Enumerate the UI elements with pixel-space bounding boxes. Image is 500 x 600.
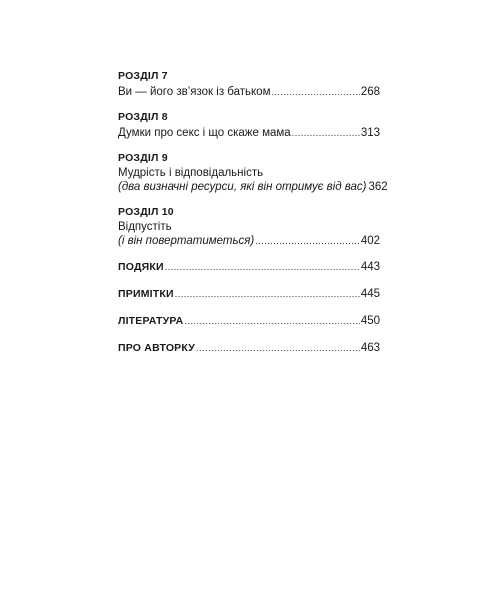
dot-leader [175,287,360,301]
entry-subtitle: (два визначні ресурси, які він отримує від вас) [118,181,367,193]
page-number: 362 [368,181,388,193]
toc-entry [118,314,380,328]
entry-title: ПРО АВТОРКУ [118,342,195,354]
toc-about-author [118,341,380,355]
entry-title-line: Відпустіть [118,221,172,233]
toc-entry [118,85,380,99]
dot-leader [292,126,360,140]
toc-entry [118,180,388,194]
toc-entry [118,260,380,274]
toc-chapter-9 [118,152,388,194]
entry-title: Ви — його зв’язок із батьком [118,86,271,98]
page-number: 268 [360,86,380,98]
page-number: 445 [360,288,380,300]
chapter-heading: РОЗДІЛ 10 [118,206,174,218]
entry-title: ЛІТЕРАТУРА [118,315,184,327]
toc-chapter-8 [118,111,380,140]
toc-chapter-7 [118,70,380,99]
toc-entry [118,126,380,140]
entry-title: ПРИМІТКИ [118,288,174,300]
entry-title-line: Мудрість і відповідальність [118,167,264,179]
page-number: 450 [360,315,380,327]
page-number: 443 [360,261,380,273]
toc-literature [118,314,380,328]
dot-leader [165,260,360,274]
toc-entry [118,287,380,301]
page-number: 402 [360,235,380,247]
toc-notes [118,287,380,301]
dot-leader [255,234,360,248]
entry-subtitle: (і він повертатиметься) [118,235,255,247]
entry-title: ПОДЯКИ [118,261,164,273]
dot-leader [271,85,359,99]
toc-acknowledgements [118,260,380,274]
toc-entry [118,341,380,355]
chapter-heading: РОЗДІЛ 8 [118,111,168,123]
toc-chapter-10 [118,206,380,248]
page-number: 313 [360,127,380,139]
dot-leader [196,341,360,355]
dot-leader [184,314,359,328]
chapter-heading: РОЗДІЛ 9 [118,152,168,164]
chapter-heading: РОЗДІЛ 7 [118,70,168,82]
entry-title: Думки про секс і що скаже мама [118,127,291,139]
toc-entry [118,234,380,248]
page-number: 463 [360,342,380,354]
